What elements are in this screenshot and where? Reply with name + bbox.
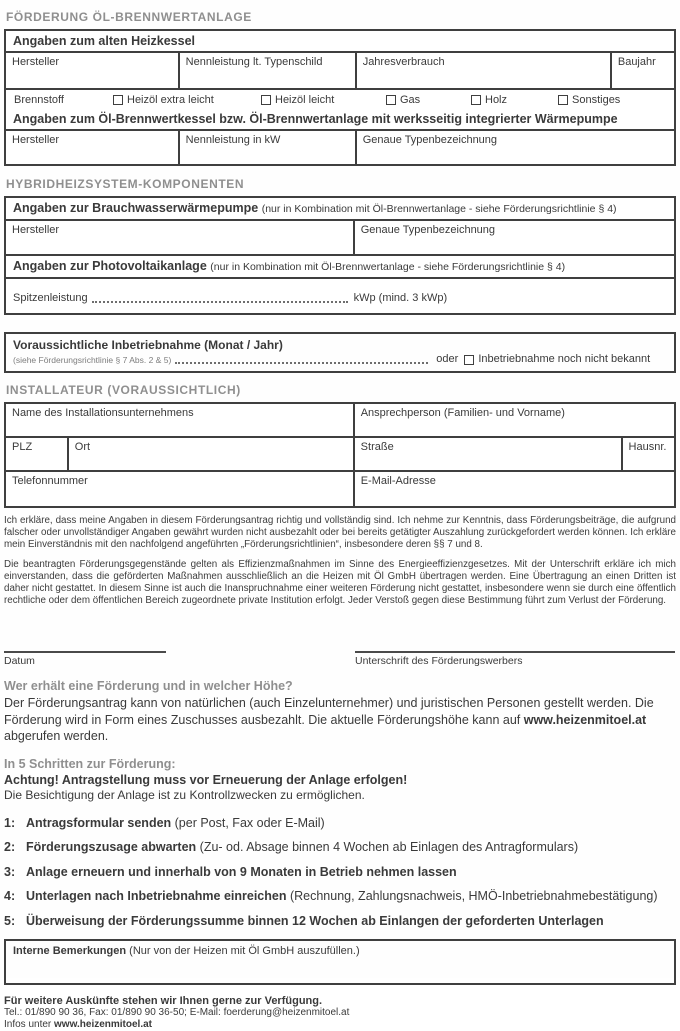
photovoltaic-header-note: (nur in Kombination mit Öl-Brennwertanlage - siehe Förderungsrichtlinie § 4) <box>210 261 566 273</box>
footer-info-line <box>4 1019 676 1031</box>
hersteller-field[interactable] <box>6 53 180 88</box>
who-heading: Wer erhält eine Förderung und in welcher Höhe? <box>4 679 293 694</box>
step-bold-text: Anlage erneuern und innerhalb von 9 Monaten in Betrieb nehmen lassen <box>26 864 457 879</box>
hausnr-label: Hausnr. <box>628 441 667 453</box>
plz-field[interactable] <box>6 438 69 470</box>
new-boiler-header <box>6 109 674 131</box>
new-boiler-header-text: Angaben zum Öl-Brennwertkessel bzw. Öl-Brennwertanlage mit werksseitig integrierter Wärmepumpe <box>13 112 618 126</box>
new-boiler-fields-row <box>6 131 674 164</box>
step-text <box>26 840 578 854</box>
checkbox-icon[interactable] <box>471 95 481 105</box>
typenbezeichnung-field[interactable] <box>355 221 674 254</box>
hersteller-field[interactable] <box>6 221 355 254</box>
dhw-heat-pump-header-text: Angaben zur Brauchwasserwärmepumpe <box>13 201 259 215</box>
typenbezeichnung-field[interactable] <box>357 131 674 164</box>
dhw-heat-pump-header <box>6 198 674 221</box>
date-label: Datum <box>4 655 35 668</box>
contact-person-field[interactable] <box>355 404 674 436</box>
commissioning-unknown-label: Inbetriebnahme noch nicht bekannt <box>478 353 651 365</box>
footer-info-text: Infos unter <box>4 1018 55 1030</box>
signature-row <box>4 651 676 667</box>
installer-section-title: INSTALLATEUR (VORAUSSICHTLICH) <box>6 383 241 397</box>
brennstoff-row <box>6 88 674 109</box>
commissioning-box <box>4 332 676 373</box>
fuel-option-gas[interactable] <box>386 94 471 106</box>
step-4 <box>4 889 676 903</box>
spitzenleistung-row <box>6 279 674 313</box>
fuel-option-label: Heizöl extra leicht <box>127 93 214 106</box>
fuel-option-label: Holz <box>485 93 508 106</box>
company-label: Name des Installationsunternehmens <box>12 407 194 419</box>
steps-warning: Achtung! Antragstellung muss vor Erneuerung der Anlage erfolgen! <box>4 772 408 787</box>
fuel-option-label: Gas <box>400 93 421 106</box>
step-number: 5: <box>4 913 16 928</box>
hausnr-field[interactable] <box>623 438 674 470</box>
who-text-before: Der Förderungsantrag kann von natürlichen (auch Einzelunternehmer) und juristischen Personen gestellt werden. Die Förderung wird in Form eines Zuschusses ausbezahlt. Die aktuelle Förderungshöhe kann auf <box>4 696 654 727</box>
spitzenleistung-unit: kWp (mind. 3 kWp) <box>353 292 448 304</box>
email-field[interactable] <box>355 472 674 506</box>
step-text <box>26 914 604 928</box>
fuel-option-heizoel-leicht[interactable] <box>261 94 386 106</box>
step-2 <box>4 840 676 854</box>
step-bold-text: Förderungszusage abwarten <box>26 840 197 855</box>
jahresverbrauch-label: Jahresverbrauch <box>362 56 445 68</box>
fuel-option-label: Heizöl leicht <box>275 93 335 106</box>
fuel-option-sonstiges[interactable] <box>558 94 620 106</box>
spitzenleistung-label: Spitzenleistung <box>13 292 88 304</box>
old-boiler-fields-row <box>6 53 674 88</box>
page-title: FÖRDERUNG ÖL-BRENNWERTANLAGE <box>6 10 252 24</box>
checkbox-icon[interactable] <box>386 95 396 105</box>
hersteller-label: Hersteller <box>12 134 60 146</box>
checkbox-icon[interactable] <box>261 95 271 105</box>
step-number: 2: <box>4 840 16 855</box>
step-number: 1: <box>4 815 16 830</box>
typenbezeichnung-label: Genaue Typenbezeichnung <box>362 134 498 146</box>
installer-table <box>4 402 676 508</box>
footer-contact-heading: Für weitere Auskünfte stehen wir Ihnen gerne zur Verfügung. <box>4 994 323 1007</box>
fuel-option-label: Sonstiges <box>572 93 621 106</box>
step-bold-text: Überweisung der Förderungssumme binnen 12 Wochen ab Einlangen der geforderten Unterlagen <box>26 913 604 928</box>
hybrid-section-title: HYBRIDHEIZSYSTEM-KOMPONENTEN <box>6 177 245 191</box>
step-bold-text: Antragsformular senden <box>26 815 172 830</box>
contact-person-label: Ansprechperson (Familien- und Vorname) <box>360 407 565 419</box>
dhw-fields-row <box>6 221 674 254</box>
hersteller-field[interactable] <box>6 131 180 164</box>
phone-field[interactable] <box>6 472 355 506</box>
checkbox-icon[interactable] <box>464 355 474 365</box>
old-boiler-header-text: Angaben zum alten Heizkessel <box>13 34 196 48</box>
step-5 <box>4 914 676 928</box>
footer-contact-details: Tel.: 01/890 90 36, Fax: 01/890 90 36-50; E-Mail: foerderung@heizenmitoel.at <box>4 1006 350 1018</box>
fuel-option-heizoel-extra-leicht[interactable] <box>113 94 261 106</box>
step-bold-text: Unterlagen nach Inbetriebnahme einreichen <box>26 889 287 904</box>
step-number: 3: <box>4 864 16 879</box>
step-text <box>26 865 457 879</box>
step-text <box>26 816 325 830</box>
photovoltaic-header <box>6 254 674 279</box>
nennleistung-typenschild-label: Nennleistung lt. Typenschild <box>185 56 323 68</box>
commissioning-fill-line[interactable] <box>175 353 428 364</box>
strasse-label: Straße <box>360 441 394 453</box>
steps-heading: In 5 Schritten zur Förderung: <box>4 756 176 771</box>
step-3 <box>4 865 676 879</box>
email-label: E-Mail-Adresse <box>360 475 436 487</box>
checkbox-icon[interactable] <box>558 95 568 105</box>
website-link: www.heizenmitoel.at <box>523 712 647 727</box>
phone-label: Telefonnummer <box>12 475 88 487</box>
installer-row-2 <box>6 438 674 472</box>
website-link: www.heizenmitoel.at <box>54 1018 153 1030</box>
checkbox-icon[interactable] <box>113 95 123 105</box>
who-text-after: abgerufen werden. <box>4 729 109 744</box>
installer-row-3 <box>6 472 674 506</box>
installer-row-1 <box>6 404 674 438</box>
step-rest-text: (per Post, Fax oder E-Mail) <box>171 815 325 830</box>
signature-label: Unterschrift des Förderungswerbers <box>355 655 523 668</box>
internal-remarks-box[interactable] <box>4 939 676 985</box>
typenbezeichnung-label: Genaue Typenbezeichnung <box>360 224 496 236</box>
step-1 <box>4 816 676 830</box>
jahresverbrauch-field[interactable] <box>357 53 612 88</box>
hersteller-label: Hersteller <box>12 56 60 68</box>
declaration-paragraph-1: Ich erkläre, dass meine Angaben in diesem Förderungsantrag richtig und vollständig sind. Ich nehme zur Kenntnis, dass Förderungsbeiträge, die aufgrund falscher oder unvollständiger Angaben gewährt wurden nicht ausbezahlt oder bei bereits getätigter Auszahlung zurückgefordert werden können. Ich erkläre mein Einverständnis mit den nachfolgend angeführten „Förderungsrichtlinien“, insbesondere deren §§ 7 und 8. <box>4 515 676 551</box>
baujahr-field[interactable] <box>612 53 674 88</box>
strasse-field[interactable] <box>355 438 623 470</box>
fuel-option-holz[interactable] <box>471 94 558 106</box>
photovoltaic-header-text: Angaben zur Photovoltaikanlage <box>13 259 207 273</box>
date-signature-line[interactable] <box>4 651 166 667</box>
step-rest-text: (Zu- od. Absage binnen 4 Wochen ab Einlagen des Antragformulars) <box>196 840 579 855</box>
baujahr-label: Baujahr <box>617 56 656 68</box>
hersteller-label: Hersteller <box>12 224 60 236</box>
ort-field[interactable] <box>69 438 355 470</box>
or-text: oder <box>436 353 459 365</box>
commissioning-title: Voraussichtliche Inbetriebnahme (Monat / Jahr) <box>13 338 283 352</box>
who-paragraph <box>4 695 676 745</box>
ort-label: Ort <box>74 441 91 453</box>
applicant-signature-line[interactable] <box>355 651 675 667</box>
nennleistung-kw-field[interactable] <box>180 131 357 164</box>
plz-label: PLZ <box>12 441 33 453</box>
step-number: 4: <box>4 889 16 904</box>
step-rest-text: (Rechnung, Zahlungsnachweis, HMÖ-Inbetriebnahmebestätigung) <box>286 889 658 904</box>
steps-note: Die Besichtigung der Anlage ist zu Kontrollzwecken zu ermöglichen. <box>4 787 365 802</box>
company-field[interactable] <box>6 404 355 436</box>
internal-remarks-label: Interne Bemerkungen <box>13 944 127 957</box>
nennleistung-kw-label: Nennleistung in kW <box>185 134 281 146</box>
declaration-paragraph-2: Die beantragten Förderungsgegenstände gelten als Effizienzmaßnahmen im Sinne des Energieeffizienzgesetzes. Mit der Unterschrift erkläre ich mich einverstanden, dass die geförderten Maßnahmen ausschließlich an die Heizen mit Öl GmbH übertragen werden. Eine Übertragung an einen Dritten ist daher nicht gestattet. In diesem Sinne ist auch die Inanspruchnahme einer weiteren Förderung nicht gestattet, insbesondere wenn sie durch eine öffentlich rechtliche oder dem öffentlichen Bereich zugeordnete private Institution erfolgt. Jeder Verstoß gegen diese Bestimmung führt zum Verlust der Förderung. <box>4 558 676 607</box>
step-text <box>26 889 658 903</box>
spitzenleistung-fill-line[interactable] <box>92 292 348 303</box>
old-boiler-table <box>4 29 676 166</box>
dhw-heat-pump-header-note: (nur in Kombination mit Öl-Brennwertanlage - siehe Förderungsrichtlinie § 4) <box>261 203 617 215</box>
hybrid-table <box>4 196 676 315</box>
commissioning-line <box>13 353 667 365</box>
nennleistung-typenschild-field[interactable] <box>180 53 357 88</box>
brennstoff-label: Brennstoff <box>14 93 64 106</box>
commissioning-note: (siehe Förderungsrichtlinie § 7 Abs. 2 & 5) <box>13 355 172 365</box>
footer <box>4 995 676 1031</box>
old-boiler-header <box>6 31 674 53</box>
internal-remarks-note: (Nur von der Heizen mit Öl GmbH auszufüllen.) <box>129 944 360 957</box>
